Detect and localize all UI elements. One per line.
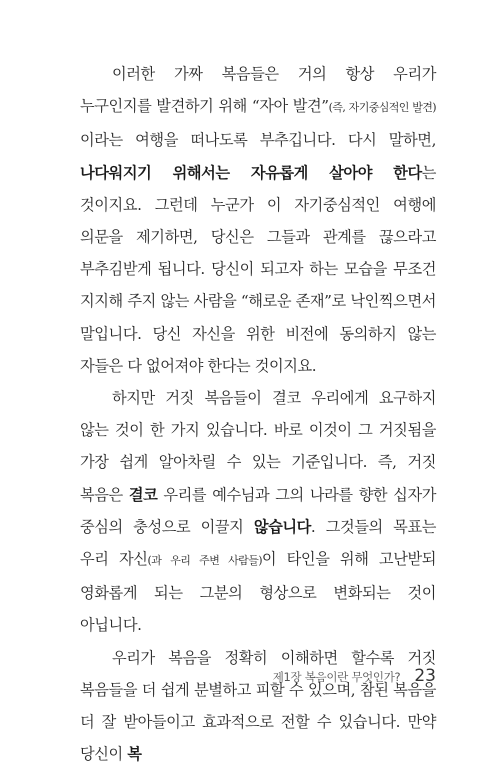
- emphasis-text: 복: [127, 745, 142, 764]
- text-segment: 이러한 가짜 복음들은 거의 항상 우리가 누구인지를 발견하기 위해 “자아 발견”: [80, 65, 436, 116]
- parenthetical-note: (과 우리 주변 사람들): [147, 554, 262, 568]
- text-segment: . 그것들의 목표는 우리 자신: [80, 517, 436, 569]
- running-chapter-title: 제1장 복음이란 무엇인가?: [272, 670, 401, 684]
- page-number: 23: [414, 666, 436, 686]
- text-segment: 이라는 여행을 떠나도록 부추깁니다. 다시 말하면,: [80, 131, 436, 150]
- paragraph-3: [80, 642, 436, 770]
- parenthetical-note: (즉, 자기중심적인 발견): [328, 101, 436, 115]
- text-segment: 하지만 거짓 복음들이 결코 우리에게 요구하지 않는 것이 한 가지 있습니다. 바로 이것이 그 거짓됨을 가장 쉽게 알아차릴 수 있는 기준입니다. 즉, 거짓 복음은: [80, 389, 436, 504]
- text-segment: 는 것이지요. 그런데 누군가 이 자기중심적인 여행에 의문을 제기하면, 당신은 그들과 관계를 끊으라고 부추김받게 됩니다. 당신이 되고자 하는 모습을 무조건 지지해 주지 않는 사람을 “해로운 존재”로 낙인찍으면서 말입니다. 당신 자신을 위한 비전에 동의하지 않는 자들은 다 없어져야 한다는 것이지요.: [80, 163, 436, 375]
- page-footer: [273, 666, 436, 686]
- text-segment: 이 타인을 위해 고난받되 영화롭게 되는 그분의 형상으로 변화되는 것이 아닙니다.: [80, 550, 437, 635]
- emphasis-text: 않습니다: [253, 517, 311, 536]
- emphasis-text: 나다워지기 위해서는 자유롭게 살아야 한다: [80, 163, 422, 182]
- paragraph-1: [80, 58, 436, 382]
- body-text: [80, 58, 436, 770]
- emphasis-text: 결코: [128, 485, 158, 504]
- text-segment: 우리를 예수님과 그의 나라를 향한 십자가 중심의 충성으로 이끌지: [80, 485, 436, 536]
- paragraph-2: [80, 382, 436, 642]
- text-segment: 우리가 복음을 정확히 이해하면 할수록 거짓 복음들을 더 쉽게 분별하고 피할 수 있으며, 참된 복음을 더 잘 받아들이고 효과적으로 전할 수 있습니다. 만약 당신이: [80, 648, 436, 764]
